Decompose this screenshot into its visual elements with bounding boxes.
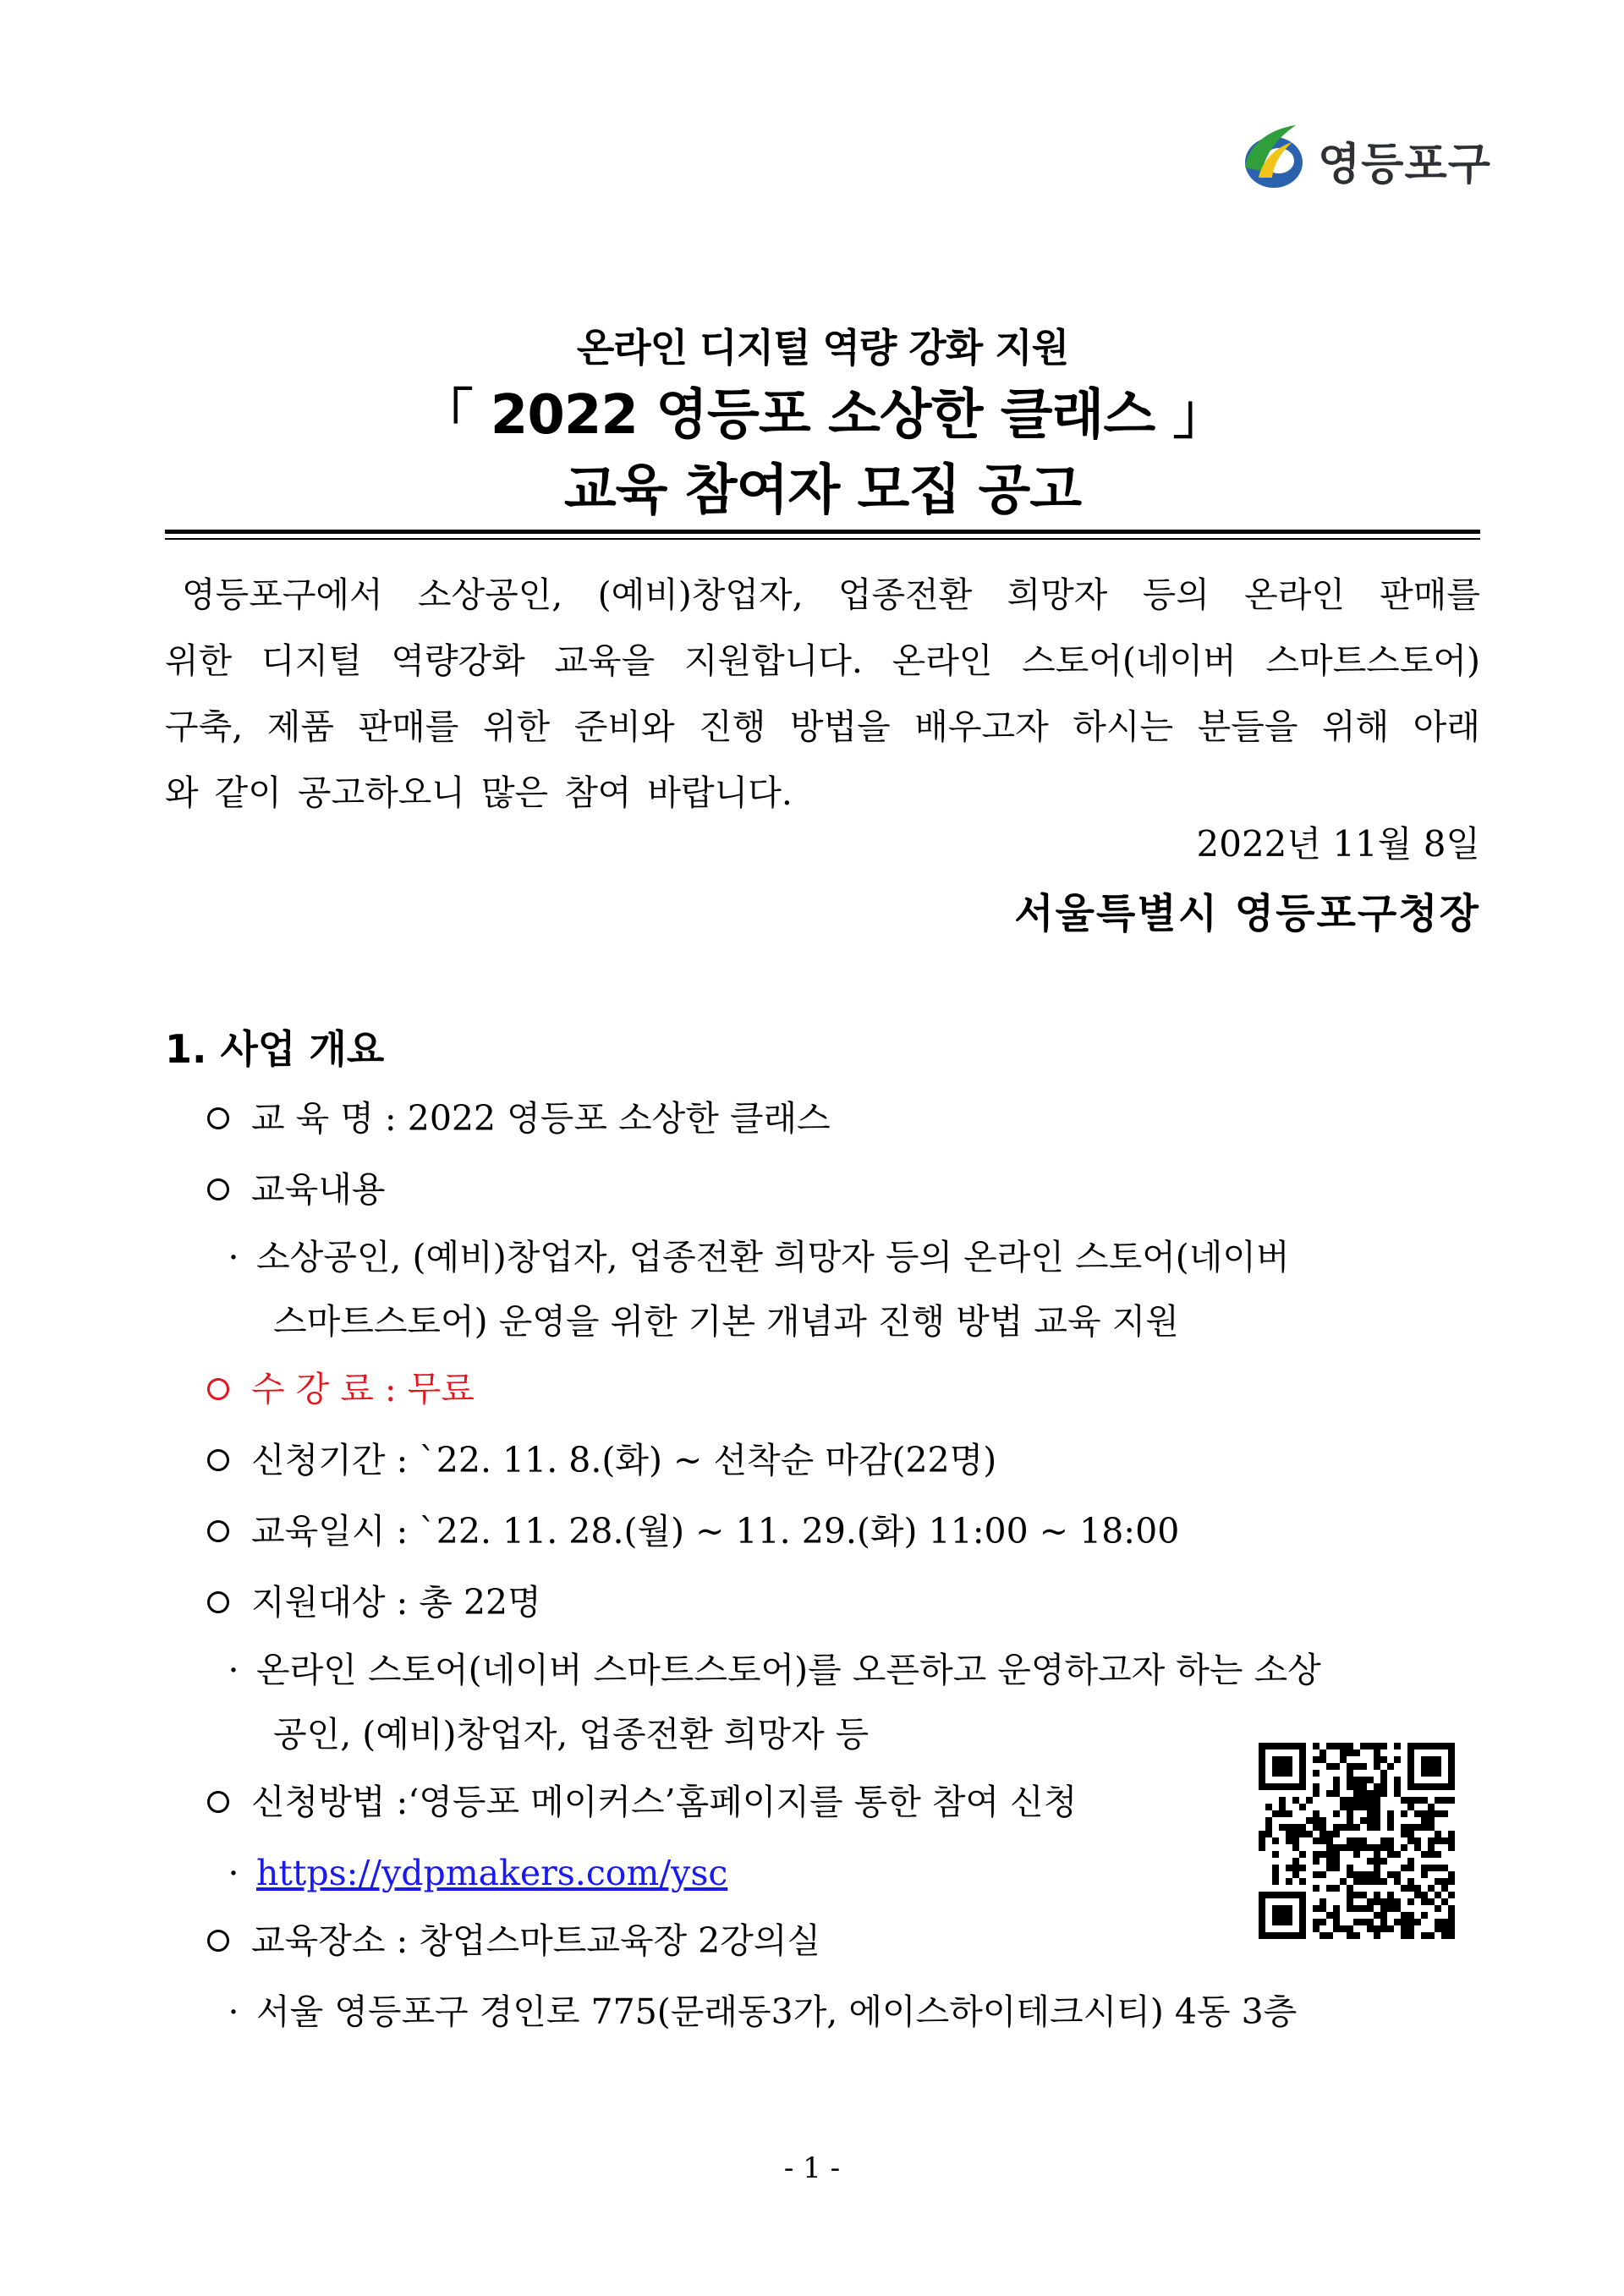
intro-paragraph [165, 562, 1480, 826]
subitem-text: 서울 영등포구 경인로 775(문래동3가, 에이스하이테크시티) 4동 3층 [256, 1991, 1298, 2032]
item-text: 교육장소 : 창업스마트교육장 2강의실 [251, 1920, 821, 1961]
yeongdeungpo-logo-icon [1237, 118, 1313, 195]
subitem-target-line1 [224, 1645, 1321, 1695]
circle-bullet-icon [207, 1107, 229, 1129]
logo [1237, 118, 1490, 195]
subitem-content-line2: 스마트스토어) 운영을 위한 기본 개념과 진행 방법 교육 지원 [273, 1301, 1179, 1342]
circle-bullet-icon [207, 1520, 229, 1542]
item-target [207, 1577, 541, 1628]
intro-line: 와 같이 공고하오니 많은 참여 바랍니다. [165, 772, 793, 813]
item-text: 수 강 료 : 무료 [251, 1369, 475, 1409]
item-education-datetime [207, 1506, 1179, 1557]
item-application-method [207, 1777, 1077, 1827]
circle-bullet-icon [207, 1378, 229, 1400]
qr-code-icon[interactable] [1259, 1743, 1455, 1939]
middle-dot-icon: · [228, 1853, 239, 1893]
item-text: 신청기간 : `22. 11. 8.(화) ~ 선착순 마감(22명) [251, 1440, 997, 1480]
notice-date: 2022년 11월 8일 [1196, 823, 1480, 865]
issuer: 서울특별시 영등포구청장 [1014, 890, 1480, 937]
item-text: 교육내용 [251, 1169, 386, 1210]
item-education-name [207, 1093, 831, 1144]
circle-bullet-icon [207, 1449, 229, 1471]
subitem-venue-address [224, 1986, 1297, 2037]
middle-dot-icon: · [228, 1237, 239, 1277]
item-venue [207, 1915, 820, 1966]
intro-line: 영등포구에서 소상공인, (예비)창업자, 업종전환 희망자 등의 온라인 판매를 [182, 574, 1480, 615]
subitem-target-line2: 공인, (예비)창업자, 업종전환 희망자 등 [273, 1714, 870, 1755]
item-text: 지원대상 : 총 22명 [251, 1582, 541, 1623]
subitem-text: 소상공인, (예비)창업자, 업종전환 희망자 등의 온라인 스토어(네이버 [256, 1237, 1290, 1277]
title-divider-thick [165, 530, 1480, 534]
logo-text: 영등포구 [1318, 140, 1491, 190]
title-divider-thin [165, 538, 1480, 540]
circle-bullet-icon [207, 1591, 229, 1613]
section-heading: 1. 사업 개요 [165, 1026, 385, 1072]
middle-dot-icon: · [228, 1650, 239, 1690]
title-main: 「 2022 영등포 소상한 클래스 」 [419, 384, 1226, 447]
item-text: 신청방법 :‘영등포 메이커스’홈페이지를 통한 참여 신청 [251, 1782, 1078, 1822]
intro-line: 위한 디지털 역량강화 교육을 지원합니다. 온라인 스토어(네이버 스마트스토어) [165, 640, 1480, 681]
page-number: - 1 - [783, 2151, 841, 2185]
item-fee [207, 1364, 475, 1414]
subitem-content-line1 [224, 1232, 1290, 1283]
circle-bullet-icon [207, 1791, 229, 1813]
qr-code-graphic [1259, 1743, 1455, 1939]
title-subheading: 온라인 디지털 역량 강화 지원 [576, 325, 1069, 371]
item-education-content [207, 1164, 385, 1215]
circle-bullet-icon [207, 1178, 229, 1200]
middle-dot-icon: · [228, 1991, 239, 2032]
intro-line: 구축, 제품 판매를 위한 준비와 진행 방법을 배우고자 하시는 분들을 위해 아래 [165, 706, 1480, 747]
item-text: 교 육 명 : 2022 영등포 소상한 클래스 [251, 1098, 831, 1139]
title-block [165, 321, 1480, 528]
application-link[interactable]: https://ydpmakers.com/ysc [256, 1853, 728, 1893]
subitem-application-url [224, 1848, 727, 1898]
circle-bullet-icon [207, 1930, 229, 1952]
item-application-period [207, 1435, 996, 1486]
subitem-text: 온라인 스토어(네이버 스마트스토어)를 오픈하고 운영하고자 하는 소상 [256, 1650, 1321, 1690]
item-text: 교육일시 : `22. 11. 28.(월) ~ 11. 29.(화) 11:00 ~ 18:00 [251, 1511, 1180, 1552]
title-notice: 교육 참여자 모집 공고 [563, 459, 1082, 522]
